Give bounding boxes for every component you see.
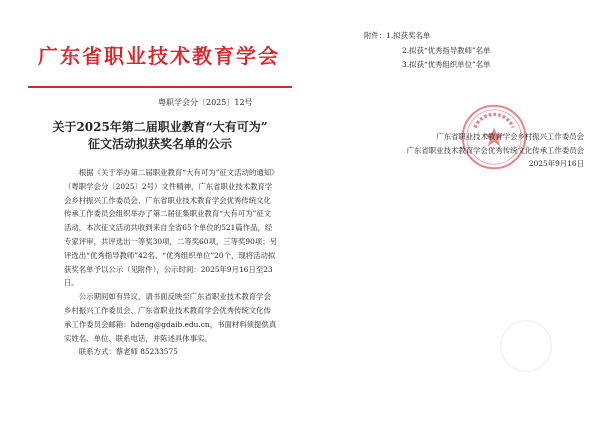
attachment-item: 2.拟获“优秀指导教师”名单 [402, 45, 491, 55]
attachment-item: 1.拟获奖名单 [386, 31, 431, 40]
title-line-1: 关于2025年第二届职业教育“大有可为” [52, 120, 268, 134]
right-page [300, 0, 600, 424]
contact-line: 联系方式：蔡老师 85233575 [78, 347, 178, 357]
body-paragraph-2: 公示期间如有异议，请书面反映至广东省职业技术教育学会乡村振兴工作委员会、广东省职业技术教育学会优秀传统文化传承工作委员会邮箱：hdeng@gdaib.edu.cn，书面材料须提供真实姓名、单位、联系电话，并陈述具体事实。 [64, 292, 277, 343]
body-paragraph-1: 根据《关于举办第二届职业教育“大有可为”征文活动的通知》（粤职学会分〔2025〕2号）文件精神，广东省职业技术教育学会乡村振兴工作委员会、广东省职业技术教育学会优秀传统文化传承工作委员会组织举办了第二届征集职业教育“大有可为”征文活动，本次征文活动共收到来自全省65个单位的521篇作品，经专家评审，共评选出一等奖30项，二等奖60项，三等奖90项；另评选出“优秀指导教师”42名、“优秀组织单位”20个，现将活动拟获奖名单予以公示（见附件），公示时间：2025年9月16日至23日。 [64, 168, 277, 288]
document-body [64, 166, 278, 359]
signature-block [407, 130, 584, 171]
organization-header: 广东省职业技术教育学会 [38, 44, 280, 68]
signer-1: 广东省职业技术教育学会乡村振兴工作委员会 [436, 132, 584, 141]
attachment-item: 3.拟获“优秀组织单位”名单 [402, 60, 491, 69]
faint-stamp-icon [496, 316, 556, 376]
document-number: 粤职学会分〔2025〕12号 [158, 98, 253, 107]
title-line-2: 征文活动拟获奖名单的公示 [87, 137, 232, 151]
header-divider [28, 86, 292, 88]
attachments-list [364, 29, 491, 73]
signer-2: 广东省职业技术教育学会优秀传统文化传承工作委员会 [406, 145, 584, 155]
signing-date: 2025年9月16日 [528, 159, 584, 168]
attachments-label: 附件： [364, 31, 387, 40]
document-title [40, 119, 280, 153]
